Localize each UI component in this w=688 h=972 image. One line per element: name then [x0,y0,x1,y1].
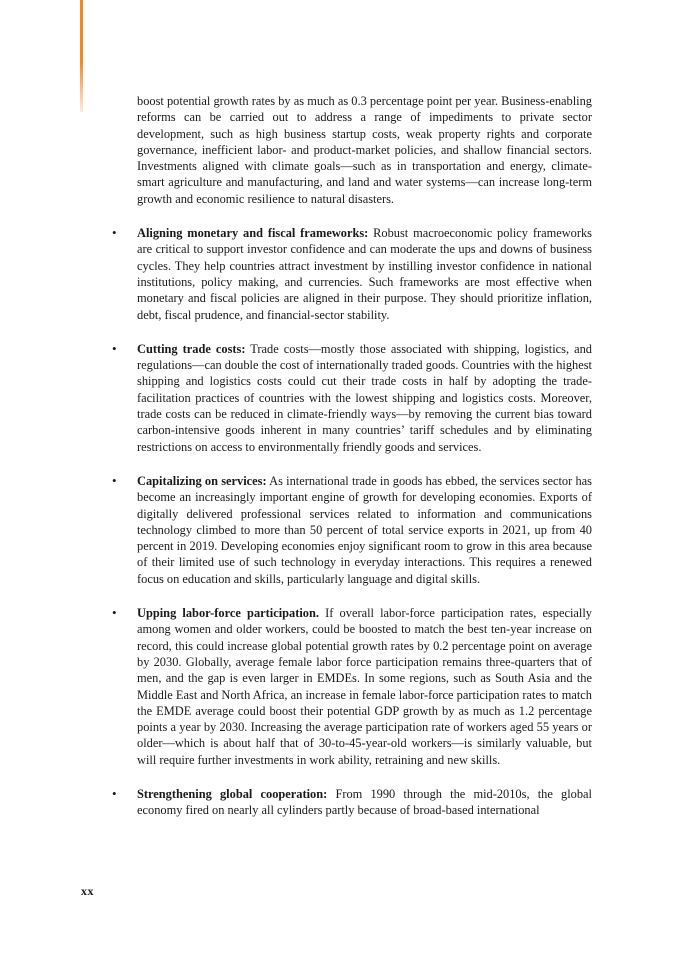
bullet-text: Trade costs—mostly those associated with shipping, logistics, and regulations—can double the cost of internationally traded goods. Countries with the highest shipping and logistics costs could cut their trade costs in half by adopting the trade-facilitation practices of countries with the lowest shipping and logistics costs. Moreover, trade costs can be reduced in climate-friendly ways—by removing the current bias toward carbon-intensive goods inherent in many countries’ tariff schedules and by eliminating restrictions on access to environmentally friendly goods and services. [137,341,593,454]
bullet-title: Capitalizing on services: [137,473,267,488]
bullet-paragraph [137,786,592,819]
intro-paragraph: boost potential growth rates by as much as 0.3 percentage point per year. Business-enabling reforms can be carried out to address a range of impediments to private sector development, such as high business startup costs, weak property rights and corporate governance, inefficient labor- and product-market policies, and shallow financial sectors. Investments aligned with climate goals—such as in transportation and energy, climate-smart agriculture and manufacturing, and land and water systems—can increase long-term growth and economic resilience to natural disasters. [137,94,592,206]
bullet-paragraph [137,341,592,455]
bullet-marker: • [112,605,117,621]
bullet-text: If overall labor-force participation rates, especially among women and older workers, could be boosted to match the best ten-year increase on record, this could increase global potential growth rates by 0.2 percentage point on average by 2030. Globally, average female labor force participation remains three-quarters that of men, and the gap is even larger in EMDEs. In some regions, such as South Asia and the Middle East and North Africa, an increase in female labor-force participation rates to match the EMDE average could boost their potential GDP growth by as much as 1.2 percentage points a year by 2030. Increasing the average participation rate of workers aged 55 years or older—which is about half that of 30-to-45-year-old workers—is similarly valuable, but will require further investments in work ability, retraining and new skills. [137,606,592,767]
bullet-paragraph [137,225,592,323]
bullet-item-labor-force [112,605,592,768]
policy-bullet-list [112,225,593,819]
bullet-marker: • [112,472,117,488]
page-number: xx [81,884,94,898]
chapter-accent-bar [80,0,83,112]
bullet-item-global-cooperation [112,785,592,819]
bullet-text: As international trade in goods has ebbed, the services sector has become an increasingly important engine of growth for developing economies. Exports of digitally delivered professional services related to information and communications technology climbed to more than 50 percent of total service exports in 2021, up from 40 percent in 2019. Developing economies enjoy significant room to grow in this area because of their limited use of such technology in everyday interactions. This requires a renewed focus on education and skills, particularly language and digital skills. [137,473,592,586]
bullet-title: Strengthening global cooperation: [137,786,328,801]
bullet-title: Upping labor-force participation. [137,606,319,621]
bullet-paragraph [137,473,592,587]
bullet-paragraph [137,605,592,768]
bullet-title: Aligning monetary and fiscal frameworks: [137,226,369,241]
bullet-item-trade-costs [112,340,593,455]
bullet-title: Cutting trade costs: [137,341,246,356]
bullet-item-monetary-fiscal [112,225,592,323]
bullet-marker: • [112,785,117,801]
bullet-marker: • [112,225,117,241]
bullet-item-services [112,472,592,587]
bullet-marker: • [112,340,117,356]
bullet-text: From 1990 through the mid-2010s, the global economy fired on nearly all cylinders partly because of broad-based international [137,786,592,818]
page-body [112,93,593,819]
bullet-text: Robust macroeconomic policy frameworks are critical to support investor confidence and can moderate the ups and downs of business cycles. They help countries attract investment by instilling investor confidence in national institutions, policy making, and currencies. Such frameworks are most effective when monetary and fiscal policies are aligned in their purpose. They should prioritize inflation, debt, fiscal prudence, and financial-sector stability. [137,226,592,322]
